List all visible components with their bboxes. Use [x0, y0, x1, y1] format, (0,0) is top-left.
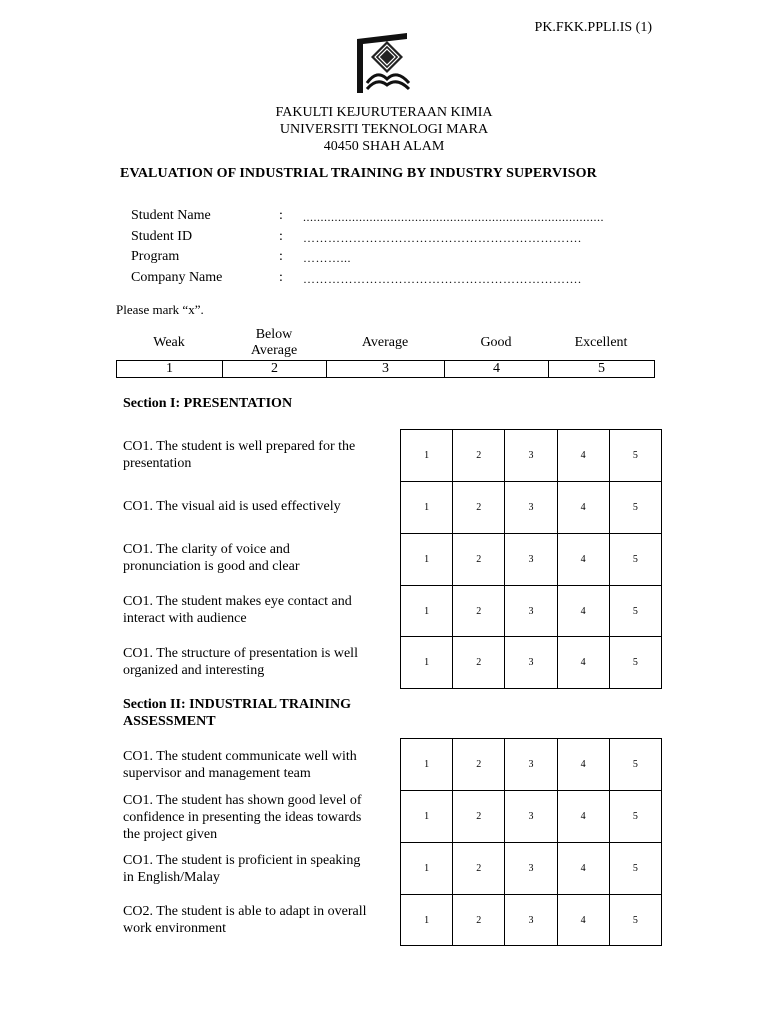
criterion-line: the project given: [123, 827, 218, 842]
rating-cell-2[interactable]: 2: [453, 586, 505, 637]
instruction-text: Please mark “x”.: [116, 302, 204, 317]
criterion-line: CO1. The clarity of voice and: [123, 542, 290, 557]
scale-label-weak: [116, 335, 222, 351]
student-id-label: Student ID: [131, 229, 193, 244]
criterion-line: CO1. The student is well prepared for the: [123, 439, 356, 454]
document-code: PK.FKK.PPLI.IS (1): [534, 20, 652, 35]
rating-cell-4[interactable]: 4: [557, 637, 609, 689]
scale-label-line: Good: [480, 335, 512, 350]
program-blank[interactable]: ………...: [303, 251, 351, 265]
student-id-colon: :: [279, 229, 283, 244]
program-label: Program: [131, 249, 180, 264]
student-name-colon: :: [279, 208, 283, 223]
rating-row: [401, 843, 662, 895]
criterion-line: CO1. The structure of presentation is well: [123, 646, 358, 661]
rating-row: [401, 482, 662, 534]
rating-cell-2[interactable]: 2: [453, 637, 505, 689]
rating-cell-2[interactable]: 2: [453, 534, 505, 586]
scale-label-excellent: [548, 335, 654, 351]
criterion-s1-2: [123, 498, 395, 515]
rating-cell-1[interactable]: 1: [401, 586, 453, 637]
rating-cell-2[interactable]: 2: [453, 895, 505, 946]
university-logo: [357, 33, 413, 93]
scale-label-below-average: [222, 327, 326, 359]
rating-cell-4[interactable]: 4: [557, 739, 609, 791]
criterion-s2-3: [123, 852, 395, 886]
criterion-s2-2: [123, 792, 395, 843]
scale-value-4: 4: [445, 361, 549, 378]
student-name-label: Student Name: [131, 208, 211, 223]
section-2-rating-grid: [400, 738, 662, 946]
rating-cell-3[interactable]: 3: [505, 534, 557, 586]
criterion-line: CO1. The student makes eye contact and: [123, 594, 352, 609]
criterion-s1-1: [123, 438, 395, 472]
rating-cell-1[interactable]: 1: [401, 430, 453, 482]
faculty-name: FAKULTI KEJURUTERAAN KIMIA: [275, 105, 493, 120]
rating-row: [401, 895, 662, 946]
rating-cell-4[interactable]: 4: [557, 843, 609, 895]
criterion-line: CO1. The visual aid is used effectively: [123, 499, 341, 514]
scale-label-line: Below: [255, 327, 293, 342]
rating-cell-2[interactable]: 2: [453, 482, 505, 534]
section-1-rating-grid: [400, 429, 662, 689]
criterion-s1-4: [123, 593, 395, 627]
rating-cell-5[interactable]: 5: [609, 430, 661, 482]
rating-cell-3[interactable]: 3: [505, 586, 557, 637]
rating-cell-3[interactable]: 3: [505, 482, 557, 534]
rating-cell-5[interactable]: 5: [609, 534, 661, 586]
scale-label-line: Average: [361, 335, 409, 350]
rating-cell-1[interactable]: 1: [401, 482, 453, 534]
criterion-line: confidence in presenting the ideas towards: [123, 810, 362, 825]
criterion-line: interact with audience: [123, 611, 247, 626]
section-title-line: Section II: INDUSTRIAL TRAINING: [123, 697, 352, 712]
scale-label-line: Excellent: [574, 335, 628, 350]
rating-cell-4[interactable]: 4: [557, 895, 609, 946]
rating-cell-2[interactable]: 2: [453, 430, 505, 482]
rating-cell-3[interactable]: 3: [505, 637, 557, 689]
company-name-blank[interactable]: ………………………………………………………….: [303, 272, 582, 286]
criterion-line: CO1. The student has shown good level of: [123, 793, 362, 808]
rating-cell-2[interactable]: 2: [453, 739, 505, 791]
rating-cell-1[interactable]: 1: [401, 843, 453, 895]
criterion-line: in English/Malay: [123, 870, 220, 885]
rating-cell-2[interactable]: 2: [453, 843, 505, 895]
criterion-line: CO1. The student is proficient in speaking: [123, 853, 361, 868]
scale-value-2: 2: [223, 361, 327, 378]
scale-value-1: 1: [117, 361, 223, 378]
rating-row: [401, 739, 662, 791]
rating-cell-3[interactable]: 3: [505, 791, 557, 843]
criterion-line: pronunciation is good and clear: [123, 559, 300, 574]
form-title: EVALUATION OF INDUSTRIAL TRAINING BY INDUSTRY SUPERVISOR: [120, 166, 597, 181]
rating-cell-1[interactable]: 1: [401, 739, 453, 791]
company-name-label: Company Name: [131, 270, 223, 285]
criterion-line: work environment: [123, 921, 227, 936]
program-colon: :: [279, 249, 283, 264]
rating-cell-5[interactable]: 5: [609, 895, 661, 946]
rating-cell-2[interactable]: 2: [453, 791, 505, 843]
rating-cell-5[interactable]: 5: [609, 791, 661, 843]
rating-row: [401, 430, 662, 482]
student-name-blank[interactable]: ......................................................................................: [303, 210, 604, 224]
criterion-line: CO1. The student communicate well with: [123, 749, 357, 764]
scale-label-good: [444, 335, 548, 351]
criterion-line: supervisor and management team: [123, 766, 311, 781]
scale-value-5: 5: [549, 361, 655, 378]
section-2-title: [123, 696, 351, 730]
university-address: 40450 SHAH ALAM: [323, 139, 445, 154]
rating-cell-3[interactable]: 3: [505, 739, 557, 791]
rating-cell-5[interactable]: 5: [609, 482, 661, 534]
rating-cell-5[interactable]: 5: [609, 586, 661, 637]
criterion-s1-3: [123, 541, 395, 575]
rating-cell-5[interactable]: 5: [609, 637, 661, 689]
rating-cell-4[interactable]: 4: [557, 482, 609, 534]
rating-row: [401, 534, 662, 586]
university-name: UNIVERSITI TEKNOLOGI MARA: [279, 122, 489, 137]
rating-cell-5[interactable]: 5: [609, 843, 661, 895]
rating-cell-5[interactable]: 5: [609, 739, 661, 791]
scale-label-average: [326, 335, 444, 351]
section-title-line: Section I: PRESENTATION: [123, 396, 293, 411]
criterion-s2-1: [123, 748, 395, 782]
rating-cell-4[interactable]: 4: [557, 430, 609, 482]
rating-cell-1[interactable]: 1: [401, 791, 453, 843]
student-id-blank[interactable]: ………………………………………………………….: [303, 231, 582, 245]
rating-scale-legend: [116, 360, 655, 378]
rating-cell-4[interactable]: 4: [557, 791, 609, 843]
scale-label-line: Weak: [153, 335, 185, 350]
rating-row: [401, 791, 662, 843]
rating-cell-3[interactable]: 3: [505, 895, 557, 946]
rating-cell-1[interactable]: 1: [401, 637, 453, 689]
rating-cell-3[interactable]: 3: [505, 430, 557, 482]
criterion-line: organized and interesting: [123, 663, 265, 678]
rating-cell-4[interactable]: 4: [557, 586, 609, 637]
criterion-line: presentation: [123, 456, 192, 471]
rating-row: [401, 586, 662, 637]
criterion-line: CO2. The student is able to adapt in overall: [123, 904, 367, 919]
rating-cell-1[interactable]: 1: [401, 895, 453, 946]
rating-cell-3[interactable]: 3: [505, 843, 557, 895]
scale-label-line: Average: [250, 343, 298, 358]
rating-cell-4[interactable]: 4: [557, 534, 609, 586]
criterion-s2-4: [123, 903, 395, 937]
rating-row: [401, 637, 662, 689]
scale-value-3: 3: [327, 361, 445, 378]
company-name-colon: :: [279, 270, 283, 285]
section-1-title: [123, 395, 292, 412]
section-title-line: ASSESSMENT: [123, 714, 216, 729]
rating-cell-1[interactable]: 1: [401, 534, 453, 586]
criterion-s1-5: [123, 645, 395, 679]
